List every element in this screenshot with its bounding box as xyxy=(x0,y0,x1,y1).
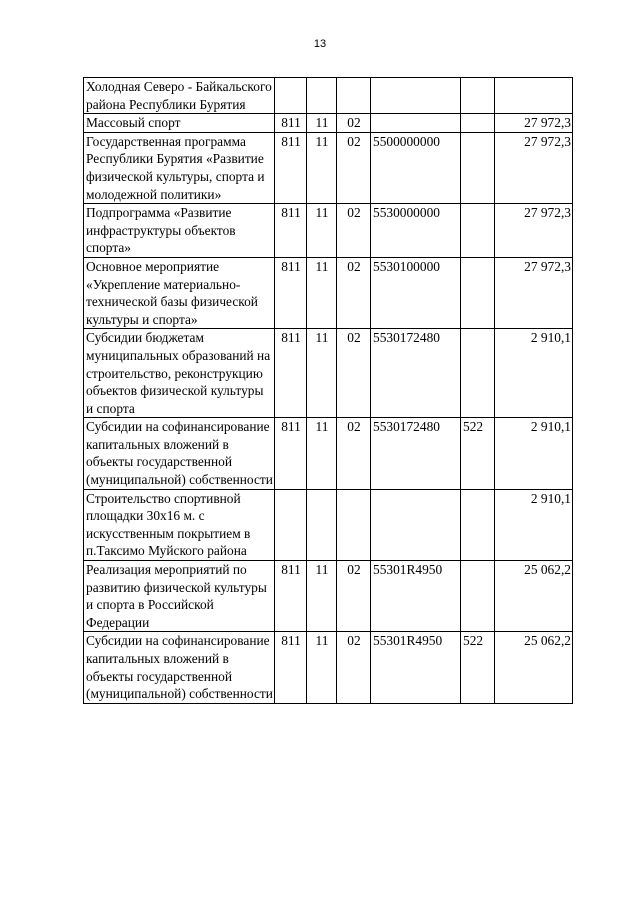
table-row xyxy=(84,114,573,133)
row-name: Основное мероприятие «Укрепление материально-технической базы физической культуры и спорта» xyxy=(84,257,275,328)
budget-table xyxy=(83,77,573,704)
row-vr xyxy=(461,132,495,203)
row-csr: 5500000000 xyxy=(371,132,461,203)
row-vr xyxy=(461,114,495,133)
table-row xyxy=(84,257,573,328)
row-rz: 11 xyxy=(307,418,337,489)
row-gr: 811 xyxy=(275,257,307,328)
row-csr xyxy=(371,489,461,560)
row-name: Массовый спорт xyxy=(84,114,275,133)
row-sum: 27 972,3 xyxy=(495,132,573,203)
row-vr xyxy=(461,257,495,328)
row-name: Субсидии на софинансирование капитальных вложений в объекты государственной (муниципальной) собственности xyxy=(84,418,275,489)
page-number: 13 xyxy=(313,38,327,50)
row-csr: 5530000000 xyxy=(371,204,461,258)
row-rz: 11 xyxy=(307,132,337,203)
row-gr: 811 xyxy=(275,418,307,489)
row-sum: 25 062,2 xyxy=(495,632,573,703)
row-gr: 811 xyxy=(275,329,307,418)
row-sum: 27 972,3 xyxy=(495,257,573,328)
row-rz: 11 xyxy=(307,257,337,328)
row-sum: 27 972,3 xyxy=(495,204,573,258)
row-pr: 02 xyxy=(337,329,371,418)
row-vr xyxy=(461,489,495,560)
row-pr: 02 xyxy=(337,132,371,203)
row-gr: 811 xyxy=(275,114,307,133)
row-gr: 811 xyxy=(275,132,307,203)
row-name: Субсидии на софинансирование капитальных вложений в объекты государственной (муниципальной) собственности xyxy=(84,632,275,703)
table-row xyxy=(84,132,573,203)
row-pr: 02 xyxy=(337,632,371,703)
row-name: Строительство спортивной площадки 30х16 м. с искусственным покрытием в п.Таксимо Муйского района xyxy=(84,489,275,560)
row-sum: 25 062,2 xyxy=(495,561,573,632)
row-name: Государственная программа Республики Бурятия «Развитие физической культуры, спорта и молодежной политики» xyxy=(84,132,275,203)
row-rz xyxy=(307,489,337,560)
row-rz: 11 xyxy=(307,114,337,133)
row-csr: 55301R4950 xyxy=(371,632,461,703)
row-pr: 02 xyxy=(337,561,371,632)
row-sum: 2 910,1 xyxy=(495,418,573,489)
row-rz xyxy=(307,78,337,114)
row-pr: 02 xyxy=(337,257,371,328)
row-rz: 11 xyxy=(307,632,337,703)
row-rz: 11 xyxy=(307,329,337,418)
table-row xyxy=(84,418,573,489)
row-csr: 5530100000 xyxy=(371,257,461,328)
table-row xyxy=(84,632,573,703)
row-rz: 11 xyxy=(307,204,337,258)
row-csr: 5530172480 xyxy=(371,418,461,489)
table-row xyxy=(84,561,573,632)
row-name: Подпрограмма «Развитие инфраструктуры объектов спорта» xyxy=(84,204,275,258)
row-gr xyxy=(275,489,307,560)
row-vr: 522 xyxy=(461,418,495,489)
row-name: Субсидии бюджетам муниципальных образований на строительство, реконструкцию объектов физической культуры и спорта xyxy=(84,329,275,418)
row-pr: 02 xyxy=(337,114,371,133)
row-csr: 55301R4950 xyxy=(371,561,461,632)
row-pr xyxy=(337,78,371,114)
row-name: Реализация мероприятий по развитию физической культуры и спорта в Российской Федерации xyxy=(84,561,275,632)
row-csr: 5530172480 xyxy=(371,329,461,418)
row-csr xyxy=(371,78,461,114)
row-gr: 811 xyxy=(275,561,307,632)
table-row xyxy=(84,329,573,418)
table-row xyxy=(84,489,573,560)
row-gr: 811 xyxy=(275,632,307,703)
row-vr xyxy=(461,204,495,258)
row-vr xyxy=(461,561,495,632)
row-gr xyxy=(275,78,307,114)
row-name: Холодная Северо - Байкальского района Республики Бурятия xyxy=(84,78,275,114)
table-row xyxy=(84,78,573,114)
row-pr: 02 xyxy=(337,204,371,258)
row-sum: 27 972,3 xyxy=(495,114,573,133)
row-pr xyxy=(337,489,371,560)
row-sum: 2 910,1 xyxy=(495,329,573,418)
row-gr: 811 xyxy=(275,204,307,258)
table-row xyxy=(84,204,573,258)
row-vr xyxy=(461,78,495,114)
row-vr xyxy=(461,329,495,418)
row-sum xyxy=(495,78,573,114)
row-rz: 11 xyxy=(307,561,337,632)
row-pr: 02 xyxy=(337,418,371,489)
row-csr xyxy=(371,114,461,133)
row-sum: 2 910,1 xyxy=(495,489,573,560)
row-vr: 522 xyxy=(461,632,495,703)
